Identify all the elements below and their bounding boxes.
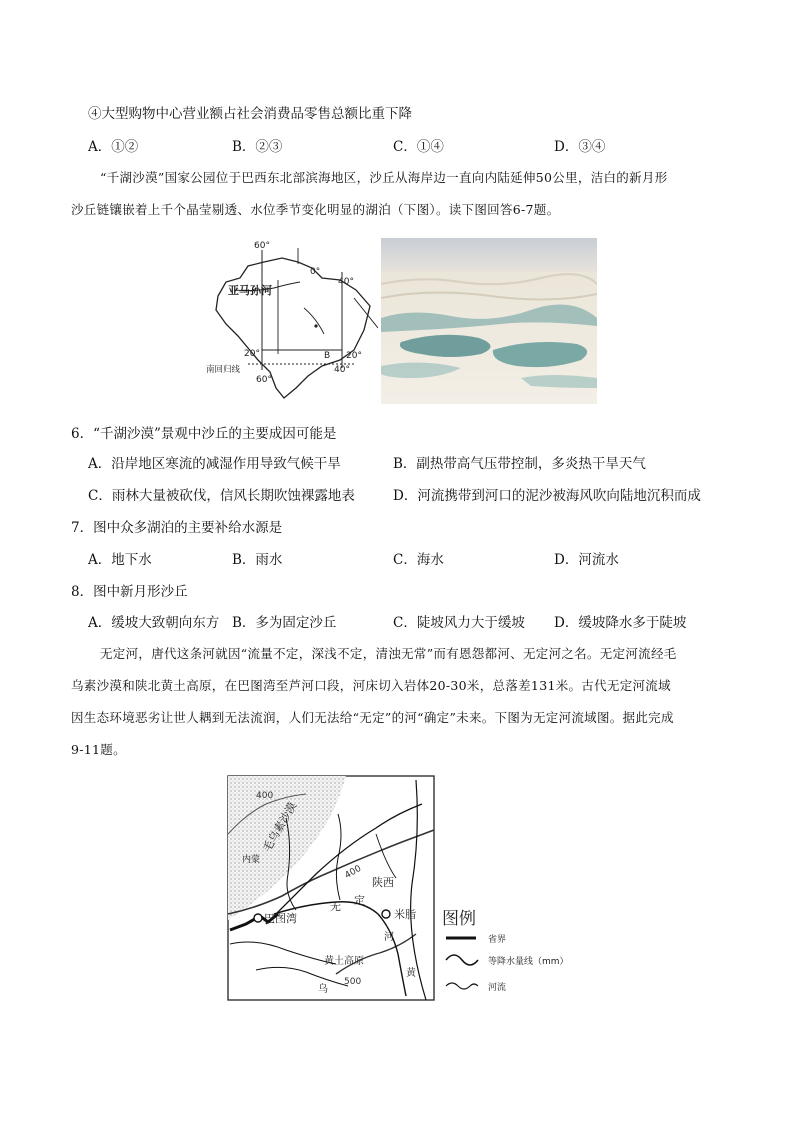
map2-huang-label: 黄: [406, 968, 416, 979]
map1-river-label: 亚马孙河: [228, 284, 272, 297]
q6-stem: 6．“千湖沙漠”景观中沙丘的主要成因可能是: [71, 426, 337, 442]
map2-wu-label: 无: [330, 900, 341, 913]
q8-option-a: A．缓坡大致朝向东方: [88, 615, 220, 631]
q8-option-b: B．多为固定沙丘: [232, 615, 337, 631]
q7-option-b: B．雨水: [232, 552, 283, 568]
q5-item4: ④大型购物中心营业额占社会消费品零售总额比重下降: [88, 106, 412, 122]
map2-desert-label: 毛乌素沙漠: [260, 799, 300, 855]
map2-iso400-mid: 400: [343, 863, 364, 882]
legend-boundary-label: 省界: [488, 935, 507, 945]
map2-batu-label: 巴图湾: [264, 912, 297, 925]
q7-option-d: D．河流水: [554, 552, 619, 568]
passage2-line2: 乌素沙漠和陕北黄土高原，在巴图湾至芦河口段，河床切入岩体20-30米，总落差131米。古代无定河流域: [71, 678, 671, 693]
q8-stem: 8．图中新月形沙丘: [71, 584, 188, 600]
map1-lon60: 60°: [254, 241, 270, 251]
dune-lake-photo: [381, 238, 597, 404]
legend-river-label: 河流: [488, 983, 507, 993]
map1-lat0: 0°: [310, 267, 321, 277]
passage2-line1: 无定河，唐代这条河就因“流量不定，深浅不定，清浊无常”而有恩怨都河、无定河之名。无定河流经毛: [100, 646, 677, 661]
q8-option-d: D．缓坡降水多于陡坡: [554, 615, 687, 631]
legend-isohyet-label: 等降水量线（mm）: [488, 957, 569, 967]
map1-lat20-left: 20°: [244, 349, 260, 359]
q7-option-c: C．海水: [393, 552, 444, 568]
map2-iso400-top: 400: [256, 791, 274, 801]
q5-option-b: B．②③: [232, 139, 283, 155]
map2-nmg-label: 内蒙: [242, 855, 261, 865]
passage1-line2: 沙丘链镶嵌着上千个晶莹剔透、水位季节变化明显的湖泊（下图）。读下图回答6-7题。: [71, 202, 560, 217]
map2-he-label: 河: [384, 932, 394, 943]
map2-loess-label: 黄土高原: [324, 956, 364, 967]
map1-lon40-bottom: 40°: [334, 365, 350, 375]
map1-lat20-right: 20°: [346, 351, 362, 361]
passage1-line1: “千湖沙漠”国家公园位于巴西东北部滨海地区，沙丘从海岸边一直向内陆延伸50公里，洁白的新月形: [100, 170, 668, 185]
map1-lon40: 40°: [338, 277, 354, 287]
q7-option-a: A．地下水: [88, 552, 152, 568]
map1-tropic-label: 南回归线: [206, 365, 241, 375]
map2-mizhi-label: 米脂: [394, 908, 416, 921]
q8-option-c: C．陡坡风力大于缓坡: [393, 615, 525, 631]
q6-option-c: C．雨林大量被砍伐，信风长期吹蚀裸露地表: [88, 488, 355, 504]
q6-option-d: D．河流携带到河口的泥沙被海风吹向陆地沉积而成: [393, 488, 701, 504]
q7-stem: 7．图中众多湖泊的主要补给水源是: [71, 520, 283, 536]
wuding-river-map: [226, 774, 572, 1002]
map2-ding-label: 定: [354, 894, 365, 907]
legend-title: 图例: [442, 909, 476, 929]
q5-option-c: C．①④: [393, 139, 444, 155]
q6-option-b: B．副热带高气压带控制，多炎热干旱天气: [393, 456, 646, 472]
q5-option-a: A．①②: [88, 139, 139, 155]
map2-wu2-label: 乌: [318, 984, 328, 995]
q6-option-a: A．沿岸地区寒流的减湿作用导致气候干旱: [88, 456, 341, 472]
map1-lon60-bottom: 60°: [256, 375, 272, 385]
brazil-map: [204, 238, 378, 404]
map2-iso500: 500: [344, 977, 362, 987]
map2-shaanxi-label: 陕西: [372, 876, 394, 889]
passage2-line3: 因生态环境恶劣让世人耦到无法流润，人们无法给“无定”的河“确定”未来。下图为无定河流域图。据此完成: [71, 710, 674, 725]
map1-point-b: B: [324, 351, 331, 361]
passage2-line4: 9-11题。: [71, 742, 126, 757]
q5-option-d: D．③④: [554, 139, 606, 155]
